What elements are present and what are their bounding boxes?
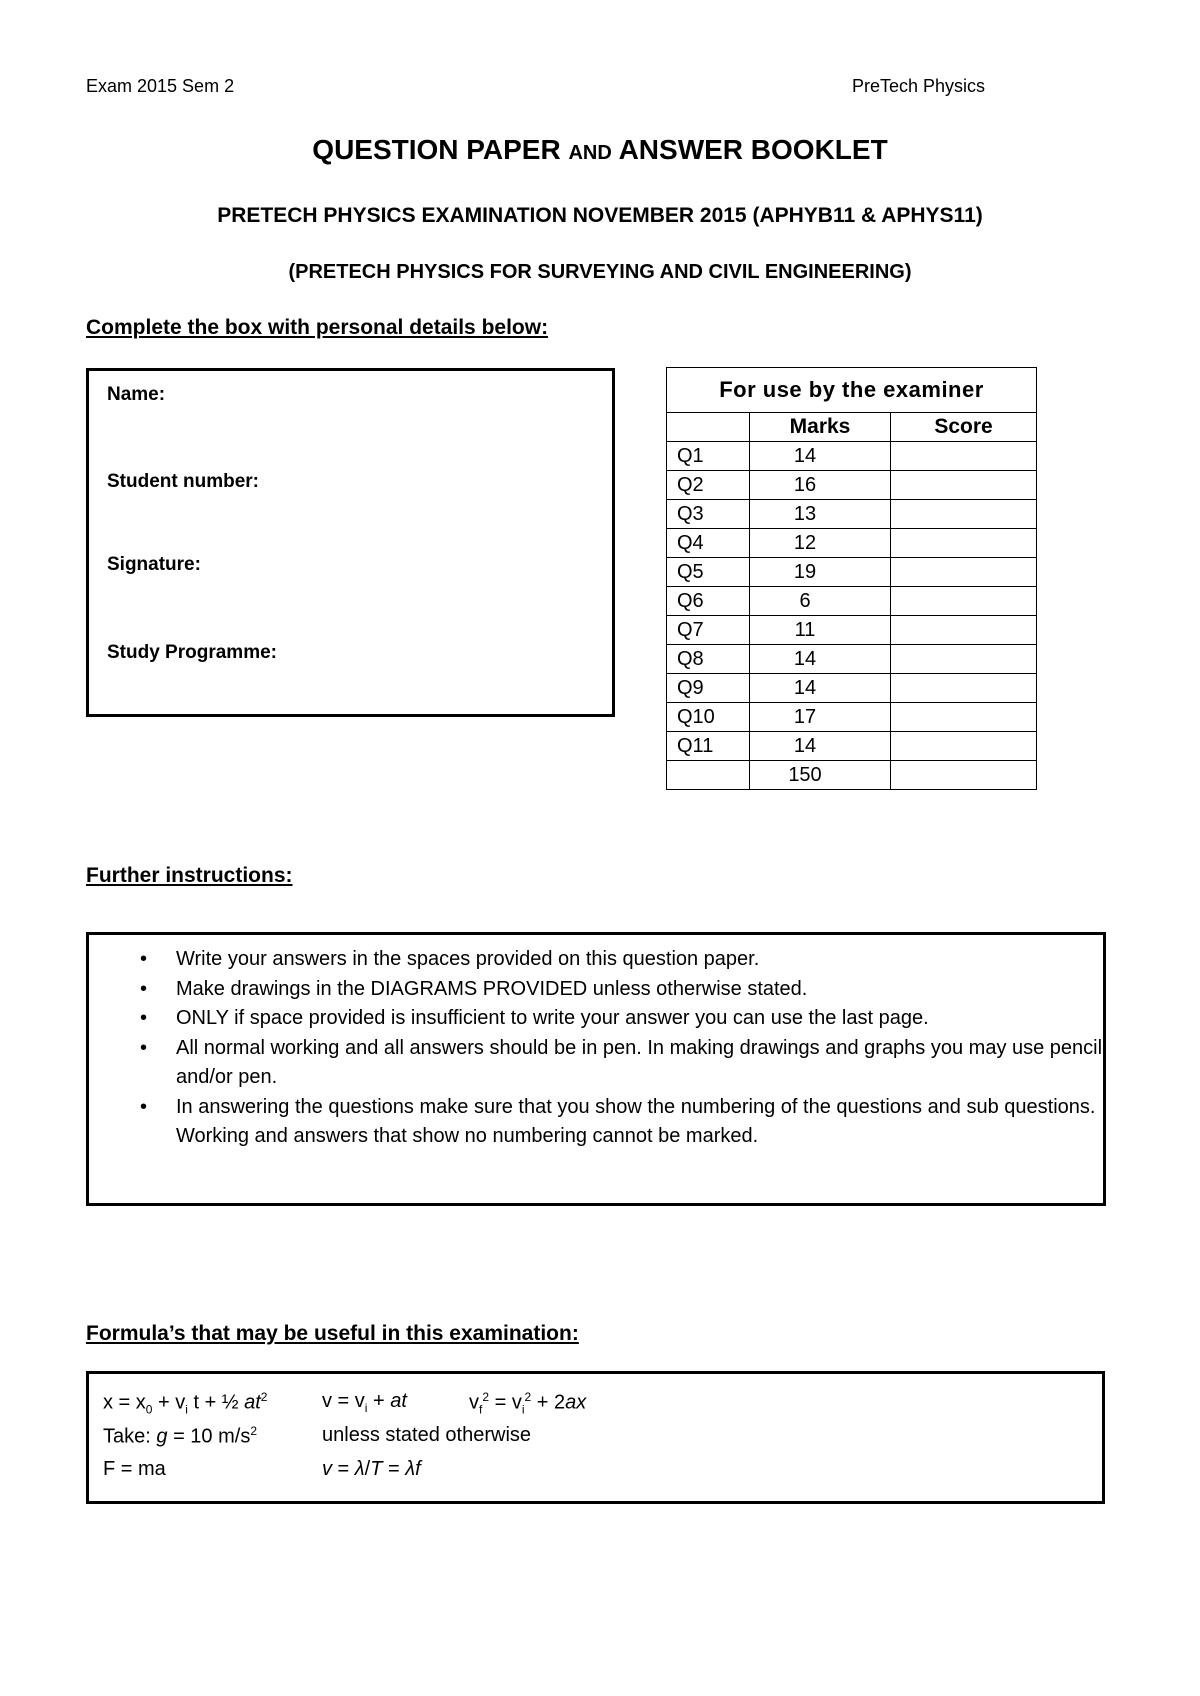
question-number: Q7 [667,616,750,645]
instruction-item: • All normal working and all answers should be in pen. In making drawings and graphs you may use pencil and/or pen. [176,1034,1103,1093]
question-score[interactable] [891,703,1037,732]
question-score[interactable] [891,587,1037,616]
question-score[interactable] [891,442,1037,471]
g-value: = 10 m/s [173,1425,251,1448]
question-number: Q5 [667,558,750,587]
instruction-item: • Make drawings in the DIAGRAMS PROVIDED unless otherwise stated. [176,975,1103,1005]
question-marks: 14 [750,732,891,761]
question-score[interactable] [891,529,1037,558]
examiner-row [667,500,1037,529]
instructions-box [86,932,1106,1206]
study-programme-field[interactable]: Study Programme: [107,642,277,663]
examiner-row [667,616,1037,645]
examiner-row [667,471,1037,500]
examiner-row [667,674,1037,703]
question-score[interactable] [891,558,1037,587]
instructions-list [89,945,1103,1152]
question-score[interactable] [891,500,1037,529]
question-number: Q1 [667,442,750,471]
examiner-row [667,558,1037,587]
formulas-box [86,1371,1105,1504]
page-title [0,134,1200,166]
question-number: Q4 [667,529,750,558]
formulas-heading: Formula’s that may be useful in this examination: [86,1322,579,1345]
examiner-table [666,367,1037,790]
title-part1: QUESTION PAPER [312,134,561,165]
signature-field[interactable]: Signature: [107,554,201,575]
instructions-heading: Further instructions: [86,864,293,887]
take-label: Take: [103,1425,151,1448]
question-score[interactable] [891,645,1037,674]
title-and: AND [568,142,612,164]
question-number: Q6 [667,587,750,616]
question-marks: 14 [750,645,891,674]
question-marks: 17 [750,703,891,732]
question-score[interactable] [891,616,1037,645]
examiner-row [667,587,1037,616]
formula-gravity: Take: g = 10 $m/s^2$ [103,1424,258,1448]
formula-force: F = ma [103,1458,166,1480]
examiner-row [667,529,1037,558]
total-marks: 150 [750,761,891,790]
personal-details-box [86,368,615,717]
formula-wave: v = λ/T = λf [322,1458,421,1480]
examiner-row [667,442,1037,471]
examiner-row [667,703,1037,732]
question-score[interactable] [891,471,1037,500]
unless-stated-note: unless stated otherwise [322,1424,532,1446]
question-number: Q3 [667,500,750,529]
exam-subtitle: PRETECH PHYSICS EXAMINATION NOVEMBER 2015 (APHYB11 & APHYS11) [217,204,983,227]
question-number: Q8 [667,645,750,674]
question-number: Q11 [667,732,750,761]
formula-vf-squared: $v_f^2 = v_i^2 + 2ax$ [469,1390,587,1417]
student-number-field[interactable]: Student number: [107,471,259,492]
examiner-row [667,645,1037,674]
instruction-item: • Write your answers in the spaces provided on this question paper. [176,945,1103,975]
question-marks: 13 [750,500,891,529]
question-marks: 14 [750,674,891,703]
question-marks: 6 [750,587,891,616]
question-score[interactable] [891,732,1037,761]
total-label-cell [667,761,750,790]
total-score-cell[interactable] [891,761,1037,790]
header-left: Exam 2015 Sem 2 [86,76,235,96]
question-marks: 16 [750,471,891,500]
instruction-item: • ONLY if space provided is insufficient to write your answer you can use the last page. [176,1004,1103,1034]
question-marks: 14 [750,442,891,471]
formula-displacement: $x = x_0 + v_i$ t + ½ $at^2$ [103,1390,268,1417]
examiner-row [667,732,1037,761]
formula-velocity: $v = v_i$ + at [322,1390,407,1415]
empty-header-cell [667,413,750,442]
header-right: PreTech Physics [852,76,986,96]
question-number: Q9 [667,674,750,703]
instruction-item: • In answering the questions make sure that you show the numbering of the questions and sub questions. Working and answers that show no numbering cannot be marked. [176,1093,1103,1152]
question-number: Q10 [667,703,750,732]
question-number: Q2 [667,471,750,500]
marks-header: Marks [750,413,891,442]
name-field[interactable]: Name: [107,384,166,405]
question-marks: 12 [750,529,891,558]
question-score[interactable] [891,674,1037,703]
question-marks: 11 [750,616,891,645]
question-marks: 19 [750,558,891,587]
examiner-heading: For use by the examiner [667,368,1037,413]
personal-details-heading: Complete the box with personal details below: [86,316,549,339]
score-header: Score [891,413,1037,442]
title-part2: ANSWER BOOKLET [618,134,888,165]
program-title: (PRETECH PHYSICS FOR SURVEYING AND CIVIL ENGINEERING) [288,261,912,283]
